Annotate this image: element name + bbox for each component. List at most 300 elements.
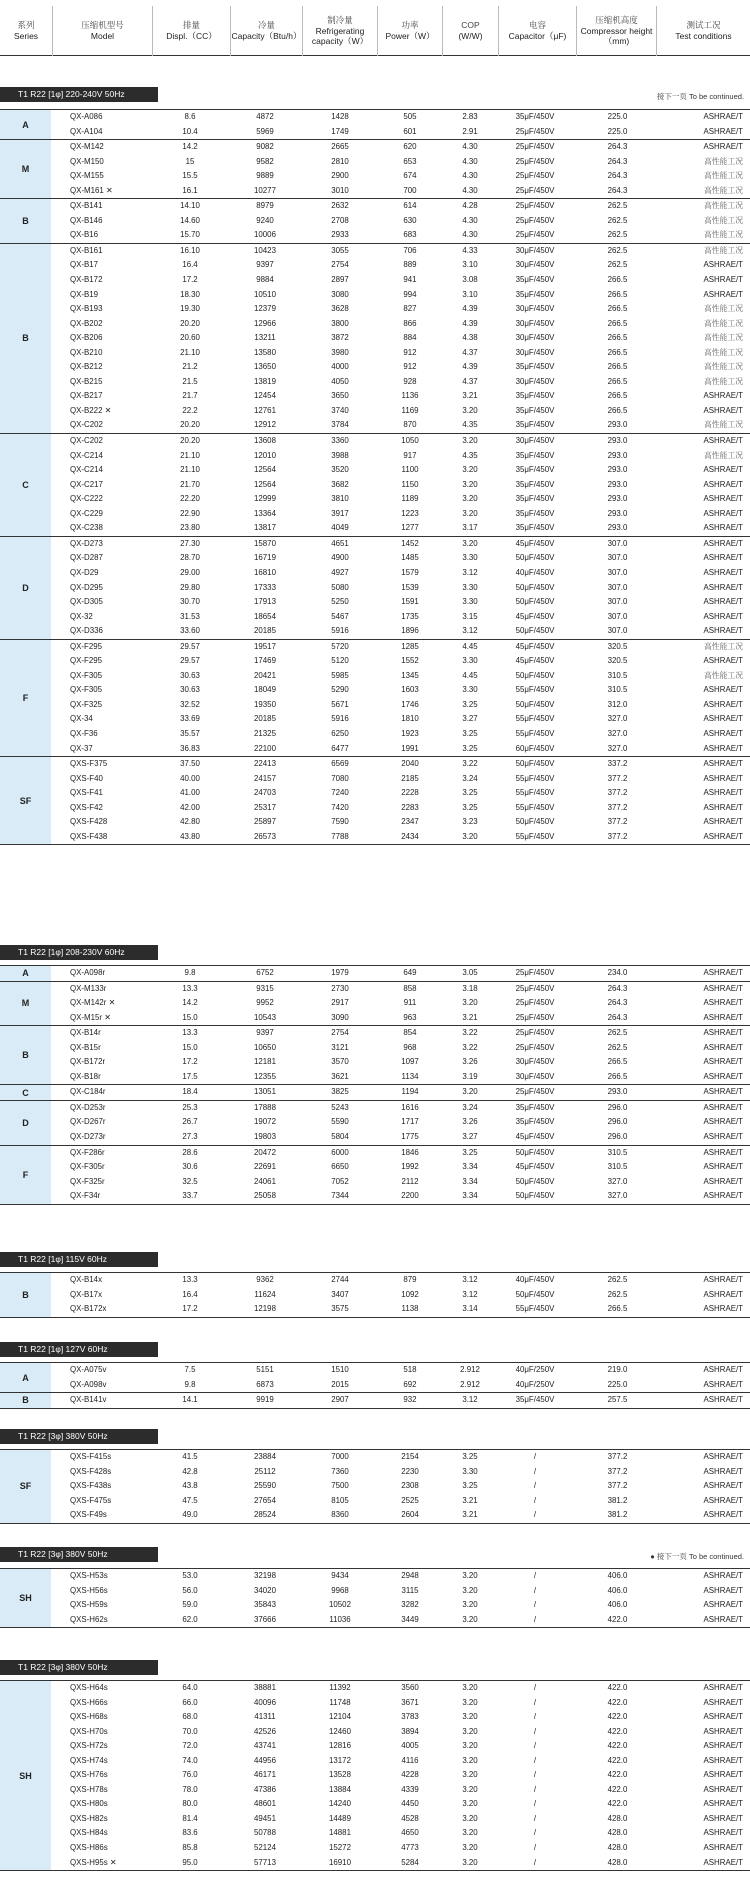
table-row [0,581,750,596]
cell-cop: 4.30 [462,185,478,195]
cell-cop: 3.19 [462,1071,478,1081]
cell-displacement: 16.4 [182,1289,198,1299]
series-group [0,1450,750,1523]
cell-displacement: 53.0 [182,1571,198,1580]
cell-power: 2434 [401,831,419,841]
cell-cop: 3.24 [462,1102,478,1112]
cell-cop: 2.91 [462,126,478,136]
cell-model: QX-D273 [70,538,103,548]
cell-capacitor: 50μF/450V [515,1176,555,1186]
cell-power: 518 [403,1365,417,1374]
cell-cop: 4.30 [462,215,478,225]
series-label: SF [0,757,52,844]
series-label: A [0,966,52,981]
cell-capacity-btu: 5151 [256,1365,274,1374]
cell-refrigerating-capacity: 4050 [331,376,349,386]
cell-test-conditions: ASHRAE/T [703,1289,743,1299]
cell-capacitor: 30μF/450V [515,318,555,328]
cell-capacitor: 30μF/450V [515,1057,555,1067]
table-row [0,1101,750,1116]
cell-displacement: 30.6 [182,1162,198,1172]
cell-test-conditions: ASHRAE/T [703,1510,743,1520]
cell-displacement: 42.80 [180,817,200,827]
table-row [0,1797,750,1812]
cell-displacement: 42.00 [180,802,200,812]
cell-capacity-btu: 20185 [254,714,276,724]
table-row [0,640,750,655]
cell-compressor-height: 307.0 [607,567,628,577]
cell-capacitor: / [533,1466,537,1476]
spec-table [0,1680,750,1871]
cell-test-conditions: ASHRAE/T [703,1176,743,1186]
cell-compressor-height: 266.5 [607,1304,628,1314]
cell-refrigerating-capacity: 5590 [331,1117,349,1127]
cell-model: QX-F305 [70,685,103,695]
cell-capacity-btu: 27654 [254,1495,276,1505]
cell-test-conditions: 高性能工况 [704,347,743,357]
cell-test-conditions: ASHRAE/T [703,465,743,475]
cell-test-conditions: ASHRAE/T [703,553,743,563]
cell-displacement: 20.20 [180,318,200,328]
cell-power: 854 [403,1028,417,1038]
cell-capacity-btu: 23884 [254,1452,276,1461]
cell-model: QX-M15r ✕ [70,1012,111,1022]
cell-capacity-btu: 12355 [254,1071,276,1081]
cell-compressor-height: 225.0 [607,126,628,136]
cell-power: 1050 [401,436,419,446]
cell-capacitor: / [533,1813,537,1823]
section-title: T1 R22 [1φ] 115V 60Hz [0,1252,158,1267]
table-row [0,258,750,273]
cell-displacement: 22.20 [180,494,200,504]
cell-capacitor: / [533,1770,537,1780]
cell-model: QX-M133r [70,983,107,993]
cell-capacitor: 45μF/450V [515,641,555,651]
cell-test-conditions: ASHRAE/T [703,1365,743,1374]
cell-cop: 3.21 [462,1510,478,1520]
cell-cop: 3.20 [462,1600,478,1610]
section-title: T1 R22 [3φ] 380V 50Hz [0,1660,158,1675]
cell-displacement: 10.4 [182,126,198,136]
cell-model: QX-B16 [70,230,99,240]
series-group [0,433,750,536]
table-row [0,712,750,727]
cell-cop: 4.39 [462,318,478,328]
cell-displacement: 18.30 [180,289,200,299]
cell-displacement: 9.8 [184,968,196,977]
cell-refrigerating-capacity: 3784 [331,420,349,430]
series-label: B [0,1393,52,1408]
cell-displacement: 41.00 [180,788,200,798]
cell-test-conditions: ASHRAE/T [703,611,743,621]
cell-cop: 3.20 [462,831,478,841]
cell-power: 1285 [401,641,419,651]
cell-cop: 4.37 [462,347,478,357]
cell-power: 2200 [401,1191,419,1201]
cell-power: 1452 [401,538,419,548]
cell-capacitor: / [533,1712,537,1722]
cell-compressor-height: 327.0 [607,714,628,724]
cell-cop: 2.912 [460,1379,480,1389]
cell-model: QX-B19 [70,289,99,299]
table-row [0,507,750,522]
cell-model: QX-A104 [70,126,103,136]
table-row [0,1812,750,1827]
cell-cop: 3.25 [462,1481,478,1491]
cell-power: 2525 [401,1495,419,1505]
cell-compressor-height: 266.5 [607,333,628,343]
cell-model: QX-B193 [70,304,103,314]
table-row [0,1613,750,1628]
cell-compressor-height: 422.0 [607,1799,628,1809]
spec-table [0,1362,750,1409]
cell-displacement: 15.70 [180,230,200,240]
cell-capacity-btu: 24703 [254,788,276,798]
table-row [0,1841,750,1856]
cell-refrigerating-capacity: 3628 [331,304,349,314]
cell-model: QX-C214 [70,450,103,460]
cell-power: 858 [403,983,417,993]
cell-power: 2185 [401,773,419,783]
cell-refrigerating-capacity: 3055 [331,245,349,255]
cell-model: QXS-H95s ✕ [70,1857,117,1867]
table-row [0,801,750,816]
cell-refrigerating-capacity: 3980 [331,347,349,357]
cell-power: 2228 [401,788,419,798]
cell-cop: 3.20 [462,1614,478,1624]
cell-capacity-btu: 28524 [254,1510,276,1520]
cell-displacement: 14.1 [182,1395,198,1405]
cell-model: QXS-F41 [70,788,103,798]
cell-compressor-height: 307.0 [607,626,628,636]
cell-capacity-btu: 19517 [254,641,276,651]
cell-capacitor: 30μF/450V [515,260,555,270]
cell-displacement: 13.3 [182,1028,198,1038]
cell-capacity-btu: 15870 [254,538,276,548]
cell-refrigerating-capacity: 7000 [331,1452,349,1461]
cell-capacitor: 35μF/450V [515,508,555,518]
spec-table [0,1568,750,1628]
table-row [0,1465,750,1480]
cell-test-conditions: ASHRAE/T [703,1275,743,1284]
cell-displacement: 27.30 [180,538,200,548]
cell-displacement: 8.6 [184,112,196,121]
cell-cop: 4.39 [462,362,478,372]
cell-compressor-height: 381.2 [607,1495,628,1505]
cell-power: 1539 [401,582,419,592]
cell-test-conditions: ASHRAE/T [703,714,743,724]
cell-capacity-btu: 12966 [254,318,276,328]
cell-capacitor: 50μF/450V [515,759,555,769]
cell-power: 4005 [401,1741,419,1751]
cell-refrigerating-capacity: 13884 [329,1784,351,1794]
cell-displacement: 15.0 [182,1012,198,1022]
cell-capacitor: / [533,1784,537,1794]
cell-compressor-height: 296.0 [607,1132,628,1142]
cell-power: 1134 [401,1071,419,1081]
cell-model: QXS-F40 [70,773,103,783]
cell-displacement: 83.6 [182,1828,198,1838]
cell-displacement: 21.2 [182,362,198,372]
cell-refrigerating-capacity: 7080 [331,773,349,783]
cell-displacement: 40.00 [180,773,200,783]
table-row [0,463,750,478]
cell-capacity-btu: 18049 [254,685,276,695]
cell-test-conditions: ASHRAE/T [703,1395,743,1405]
cell-cop: 3.05 [462,968,478,977]
cell-model: QX-B206 [70,333,103,343]
cell-model: QX-D253r [70,1102,106,1112]
cell-power: 649 [403,968,417,977]
cell-model: QX-D267r [70,1117,106,1127]
cell-capacitor: 50μF/450V [515,1191,555,1201]
cell-capacity-btu: 9889 [256,171,274,181]
header-cell [377,6,442,56]
cell-cop: 3.20 [462,436,478,446]
cell-cop: 3.20 [462,1755,478,1765]
cell-capacitor: 50μF/450V [515,817,555,827]
cell-test-conditions: ASHRAE/T [703,405,743,415]
cell-compressor-height: 264.3 [607,185,628,195]
cell-refrigerating-capacity: 11748 [329,1697,351,1707]
cell-capacity-btu: 17913 [254,597,276,607]
cell-model: QXS-H64s [70,1683,108,1692]
table-row [0,1160,750,1175]
cell-refrigerating-capacity: 6000 [331,1147,349,1157]
cell-capacity-btu: 20421 [254,670,276,680]
table-row [0,1479,750,1494]
cell-model: QX-F305r [70,1162,105,1172]
cell-capacity-btu: 16810 [254,567,276,577]
cell-refrigerating-capacity: 9968 [331,1585,349,1595]
cell-capacity-btu: 16719 [254,553,276,563]
cell-power: 1169 [401,405,419,415]
cell-power: 2283 [401,802,419,812]
table-row [0,1710,750,1725]
cell-cop: 3.30 [462,1466,478,1476]
table-row [0,346,750,361]
cell-displacement: 30.63 [180,670,200,680]
cell-refrigerating-capacity: 3080 [331,289,349,299]
cell-test-conditions: ASHRAE/T [703,1726,743,1736]
cell-displacement: 30.70 [180,597,200,607]
section-title: T1 R22 [1φ] 208-230V 60Hz [0,945,158,960]
spec-table [0,1449,750,1524]
cell-refrigerating-capacity: 2754 [331,1028,349,1038]
cell-capacity-btu: 19072 [254,1117,276,1127]
cell-power: 1194 [401,1087,419,1097]
table-row [0,654,750,669]
series-label: SH [0,1569,52,1627]
cell-capacitor: 45μF/450V [515,1162,555,1172]
cell-capacitor: / [533,1614,537,1624]
cell-model: QX-C222 [70,494,103,504]
cell-test-conditions: ASHRAE/T [703,1162,743,1172]
cell-capacitor: 30μF/450V [515,436,555,446]
cell-model: QXS-F415s [70,1452,112,1461]
cell-refrigerating-capacity: 1428 [331,112,349,121]
cell-power: 1189 [401,494,419,504]
header-label-en: Series [13,31,39,41]
table-row [0,199,750,214]
cell-cop: 3.20 [462,1813,478,1823]
cell-capacitor: 25μF/450V [515,126,555,136]
table-row [0,244,750,259]
series-label: D [0,537,52,639]
cell-test-conditions: ASHRAE/T [703,1770,743,1780]
cell-displacement: 29.57 [180,656,200,666]
cell-test-conditions: ASHRAE/T [703,1600,743,1610]
cell-capacitor: 55μF/450V [515,1304,555,1314]
cell-compressor-height: 307.0 [607,538,628,548]
cell-displacement: 15 [185,156,195,166]
table-row [0,140,750,155]
cell-capacitor: 50μF/450V [515,553,555,563]
cell-test-conditions: ASHRAE/T [703,1683,743,1692]
cell-refrigerating-capacity: 8360 [331,1510,349,1520]
cell-refrigerating-capacity: 2754 [331,260,349,270]
cell-power: 683 [403,230,417,240]
cell-refrigerating-capacity: 5290 [331,685,349,695]
cell-cop: 3.25 [462,788,478,798]
cell-compressor-height: 293.0 [607,1087,628,1097]
cell-refrigerating-capacity: 5720 [331,641,349,651]
cell-test-conditions: ASHRAE/T [703,1828,743,1838]
cell-test-conditions: ASHRAE/T [703,582,743,592]
cell-refrigerating-capacity: 7420 [331,802,349,812]
cell-refrigerating-capacity: 2933 [331,230,349,240]
cell-displacement: 26.7 [182,1117,198,1127]
cell-displacement: 19.30 [180,304,200,314]
cell-capacitor: 55μF/450V [515,802,555,812]
table-row [0,1768,750,1783]
cell-capacitor: / [533,1726,537,1736]
cell-test-conditions: ASHRAE/T [703,275,743,285]
cell-test-conditions: 高性能工况 [704,362,743,372]
cell-compressor-height: 428.0 [607,1813,628,1823]
cell-test-conditions: ASHRAE/T [703,802,743,812]
cell-compressor-height: 381.2 [607,1510,628,1520]
cell-refrigerating-capacity: 6569 [331,759,349,769]
header-cell [656,6,750,56]
cell-refrigerating-capacity: 14881 [329,1828,351,1838]
cell-compressor-height: 422.0 [607,1741,628,1751]
cell-compressor-height: 320.5 [607,641,628,651]
cell-displacement: 9.8 [184,1379,196,1389]
cell-power: 2230 [401,1466,419,1476]
cell-compressor-height: 377.2 [607,831,628,841]
cell-capacity-btu: 12564 [254,479,276,489]
cell-compressor-height: 310.5 [607,1147,628,1157]
series-group [0,966,750,981]
cell-model: QXS-F49s [70,1510,107,1520]
cell-compressor-height: 406.0 [607,1600,628,1610]
cell-model: QXS-H74s [70,1755,108,1765]
cell-test-conditions: 高性能工况 [704,185,743,195]
cell-model: QX-M161 ✕ [70,185,113,195]
series-label: C [0,1085,52,1100]
cell-cop: 3.21 [462,1495,478,1505]
cell-compressor-height: 422.0 [607,1712,628,1722]
cell-compressor-height: 406.0 [607,1585,628,1595]
cell-displacement: 14.10 [180,201,200,211]
table-row [0,1725,750,1740]
cell-refrigerating-capacity: 12816 [329,1741,351,1751]
cell-displacement: 20.20 [180,436,200,446]
cell-displacement: 16.1 [182,185,198,195]
cell-capacitor: 45μF/450V [515,1132,555,1142]
cell-refrigerating-capacity: 3570 [331,1057,349,1067]
cell-capacity-btu: 12198 [254,1304,276,1314]
cell-model: QXS-H72s [70,1741,108,1751]
table-row [0,742,750,757]
cell-model: QX-F325 [70,699,103,709]
cell-cop: 3.20 [462,1087,478,1097]
cell-compressor-height: 327.0 [607,1176,628,1186]
cell-displacement: 36.83 [180,743,200,753]
cell-displacement: 7.5 [184,1365,196,1374]
cell-capacitor: 60μF/450V [515,743,555,753]
cell-test-conditions: ASHRAE/T [703,626,743,636]
cell-compressor-height: 327.0 [607,743,628,753]
cell-test-conditions: ASHRAE/T [703,1495,743,1505]
cell-refrigerating-capacity: 6650 [331,1162,349,1172]
cell-compressor-height: 219.0 [607,1365,628,1374]
cell-power: 1579 [401,567,419,577]
cell-compressor-height: 264.3 [607,1012,628,1022]
cell-test-conditions: ASHRAE/T [703,699,743,709]
cell-capacitor: 30μF/450V [515,304,555,314]
header-label-en: Capacity（Btu/h） [231,31,302,41]
series-group [0,243,750,433]
cell-compressor-height: 422.0 [607,1770,628,1780]
cell-model: QX-B17 [70,260,99,270]
cell-capacity-btu: 6873 [256,1379,274,1389]
cell-power: 700 [403,185,417,195]
cell-cop: 3.22 [462,1042,478,1052]
cell-compressor-height: 307.0 [607,582,628,592]
cell-refrigerating-capacity: 7500 [331,1481,349,1491]
cell-capacity-btu: 26573 [254,831,276,841]
cell-refrigerating-capacity: 9434 [331,1571,349,1580]
table-row [0,1826,750,1841]
cell-power: 2154 [401,1452,419,1461]
cell-capacity-btu: 9362 [256,1275,274,1284]
cell-capacitor: 25μF/450V [515,215,555,225]
cell-power: 706 [403,245,417,255]
table-row [0,1011,750,1026]
cell-power: 3282 [401,1600,419,1610]
cell-test-conditions: 高性能工况 [704,420,743,430]
cell-refrigerating-capacity: 4900 [331,553,349,563]
cell-cop: 3.27 [462,1132,478,1142]
table-row [0,1393,750,1408]
cell-test-conditions: ASHRAE/T [703,1379,743,1389]
cell-capacitor: 50μF/450V [515,699,555,709]
cell-compressor-height: 266.5 [607,405,628,415]
cell-model: QX-M142 [70,142,104,152]
cell-test-conditions: 高性能工况 [704,450,743,460]
cell-compressor-height: 264.3 [607,171,628,181]
cell-capacity-btu: 12999 [254,494,276,504]
cell-model: QXS-H76s [70,1770,108,1780]
table-row [0,214,750,229]
cell-model: QXS-F428s [70,1466,112,1476]
cell-cop: 3.34 [462,1176,478,1186]
cell-model: QX-B172x [70,1304,107,1314]
cell-compressor-height: 266.5 [607,347,628,357]
cell-refrigerating-capacity: 1749 [331,126,349,136]
